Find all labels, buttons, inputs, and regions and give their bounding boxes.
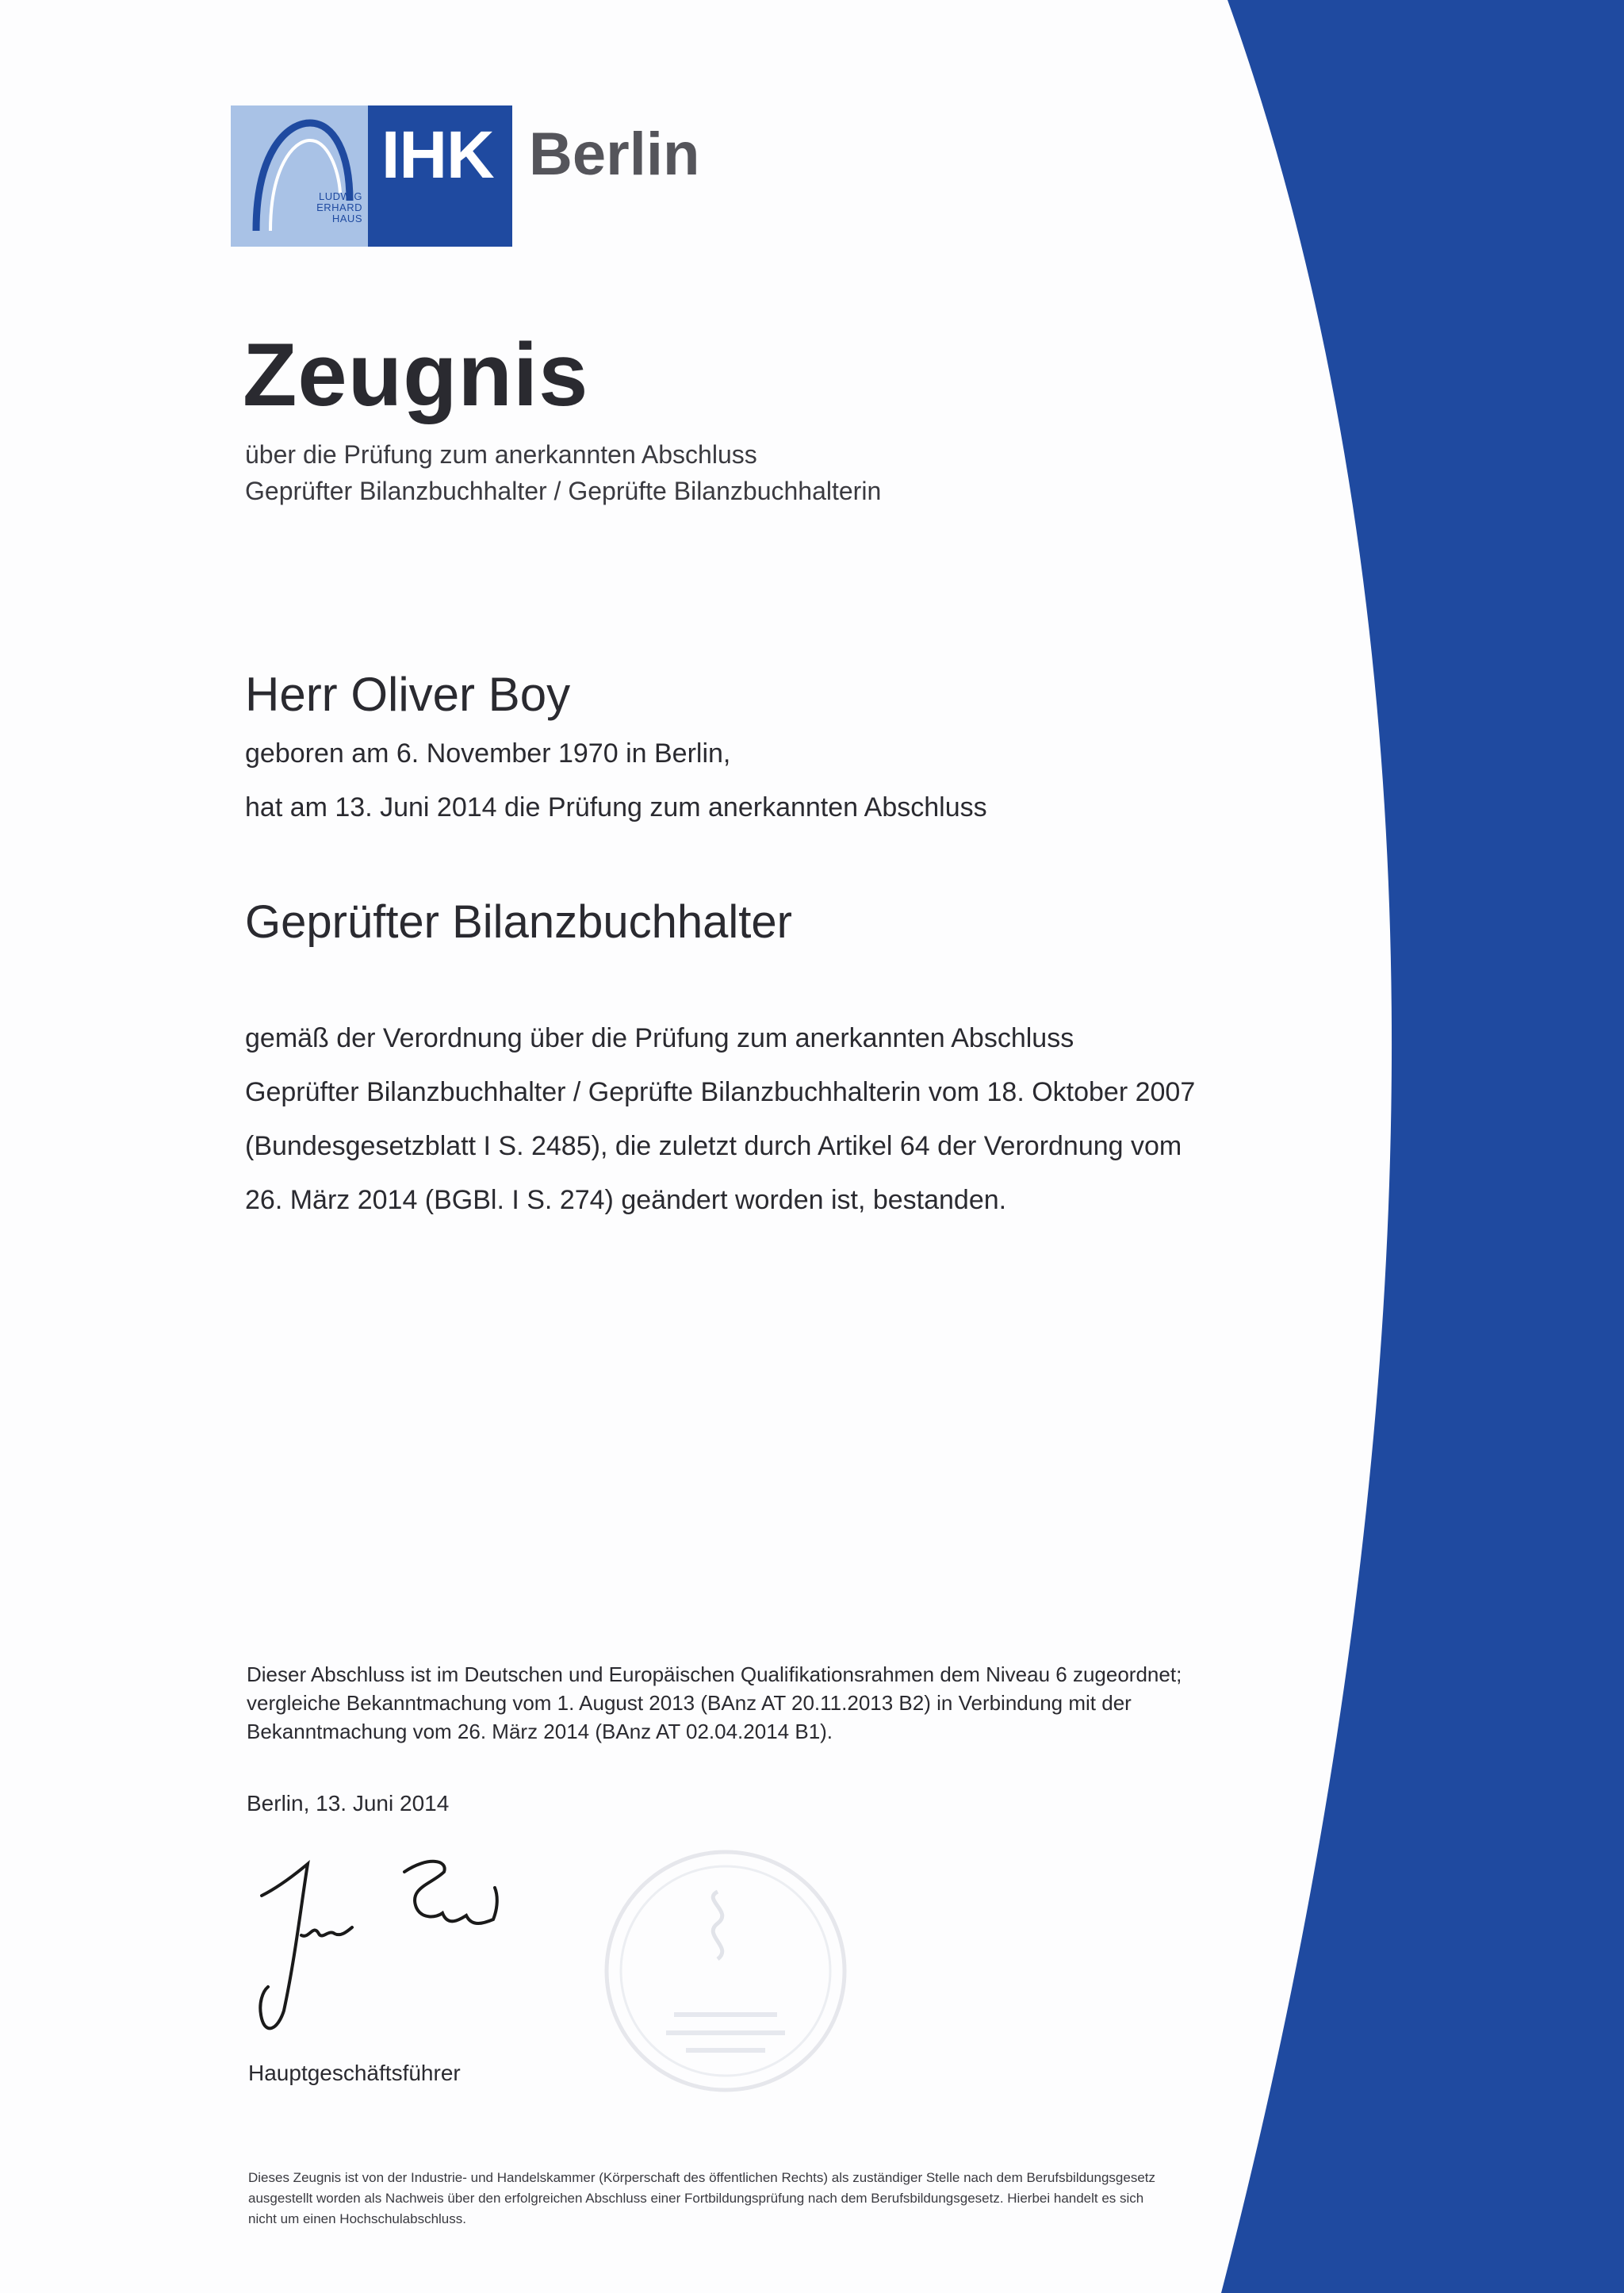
subtitle-line: über die Prüfung zum anerkannten Abschluss <box>245 440 757 469</box>
footnote <box>248 2168 1279 2230</box>
signature <box>246 1840 531 2062</box>
recipient-name: Herr Oliver Boy <box>245 668 571 721</box>
logo-house-text: LUDWIG ERHARD HAUS <box>316 190 362 224</box>
logo-city: Berlin <box>529 121 700 188</box>
document-subtitle <box>245 436 881 509</box>
footnote-line: Dieses Zeugnis ist von der Industrie- und Handelskammer (Körperschaft des öffentlichen Rechts) als zuständiger Stelle nach dem Berufsbildungsgesetz <box>248 2170 1155 2185</box>
footnote-line: nicht um einen Hochschulabschluss. <box>248 2211 466 2226</box>
signer-title: Hauptgeschäftsführer <box>248 2061 461 2085</box>
logo-arch-panel <box>231 105 368 247</box>
dqr-line: Bekanntmachung vom 26. März 2014 (BAnz AT 02.04.2014 B1). <box>247 1720 833 1743</box>
recipient-birth: geboren am 6. November 1970 in Berlin, <box>245 738 731 769</box>
subtitle-line: Geprüfter Bilanzbuchhalter / Geprüfte Bilanzbuchhalterin <box>245 477 882 505</box>
document-title: Zeugnis <box>243 325 589 424</box>
ihk-logo <box>231 105 512 247</box>
dqr-line: Dieser Abschluss ist im Deutschen und Europäischen Qualifikationsrahmen dem Niveau 6 zugeordnet; <box>247 1662 1182 1686</box>
regulation-line: gemäß der Verordnung über die Prüfung zum anerkannten Abschluss <box>245 1023 1074 1053</box>
place-date: Berlin, 13. Juni 2014 <box>247 1791 450 1816</box>
embossed-seal <box>599 1844 852 2098</box>
qualification-title: Geprüfter Bilanzbuchhalter <box>245 896 792 948</box>
regulation-paragraph <box>245 1011 1276 1227</box>
recipient-exam: hat am 13. Juni 2014 die Prüfung zum anerkannten Abschluss <box>245 792 987 822</box>
qualification-framework-note <box>247 1660 1277 1746</box>
arch-icon <box>231 105 368 247</box>
dqr-line: vergleiche Bekanntmachung vom 1. August 2013 (BAnz AT 20.11.2013 B2) in Verbindung mit der <box>247 1691 1132 1715</box>
regulation-line: (Bundesgesetzblatt I S. 2485), die zuletzt durch Artikel 64 der Verordnung vom <box>245 1131 1182 1161</box>
regulation-line: Geprüfter Bilanzbuchhalter / Geprüfte Bilanzbuchhalterin vom 18. Oktober 2007 <box>245 1077 1196 1107</box>
footnote-line: ausgestellt worden als Nachweis über den erfolgreichen Abschluss einer Fortbildungsprüfung nach dem Berufsbildungsgesetz. Hierbei handelt es sich <box>248 2191 1144 2206</box>
logo-brand: IHK <box>381 117 494 192</box>
regulation-line: 26. März 2014 (BGBl. I S. 274) geändert worden ist, bestanden. <box>245 1185 1007 1215</box>
